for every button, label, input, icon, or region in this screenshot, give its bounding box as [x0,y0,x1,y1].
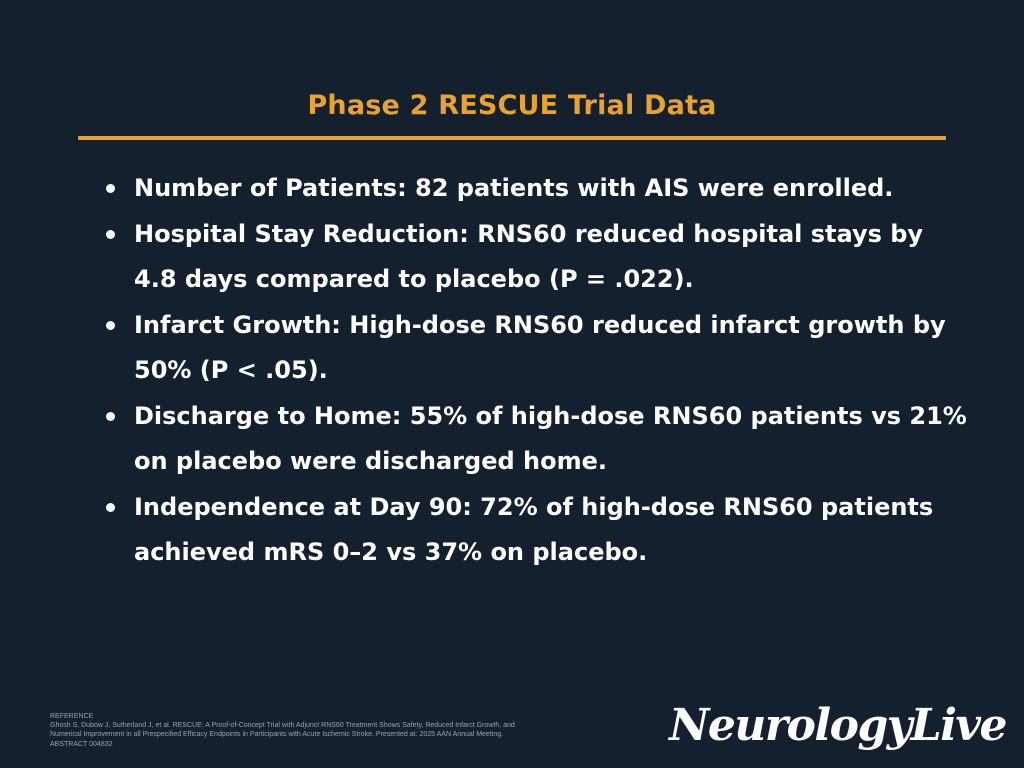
reference-citation-line: Numerical Improvement in all Prespecified Efficacy Endpoints in Participants with Acute Ischemic Stroke. Presented at: 2025 AAN Annual Meeting. [50,731,504,739]
bullet-icon [106,184,115,193]
reference-abstract-number: ABSTRACT 004832 [50,740,113,748]
bullet-icon [106,321,115,330]
bullet-icon [106,412,115,421]
bullet-list [98,166,968,576]
list-item [98,485,968,576]
list-item [98,394,968,485]
reference-note [50,712,570,749]
bullet-icon [106,230,115,239]
neurologylive-logo: NeurologyLive [669,700,1006,751]
bullet-text: Independence at Day 90: 72% of high-dose RNS60 patients achieved mRS 0–2 vs 37% on placebo. [134,492,934,566]
bullet-icon [106,503,115,512]
list-item [98,166,968,212]
reference-citation-line: Ghosh S, Dubow J, Sutherland J, et al. RESCUE: A Proof-of-Concept Trial with Adjunct RNS60 Treatment Shows Safety, Reduced Infarct Growth, and [50,722,515,730]
slide-title: Phase 2 RESCUE Trial Data [307,90,717,121]
title-underline [78,136,946,140]
bullet-text: Number of Patients: 82 patients with AIS were enrolled. [134,174,894,202]
reference-heading: REFERENCE [50,713,94,720]
list-item [98,212,968,303]
bullet-text: Discharge to Home: 55% of high-dose RNS60 patients vs 21% on placebo were discharged home. [134,401,967,475]
bullet-text: Infarct Growth: High-dose RNS60 reduced infarct growth by 50% (P < .05). [134,310,946,384]
bullet-text: Hospital Stay Reduction: RNS60 reduced hospital stays by 4.8 days compared to placebo (P = .022). [134,219,924,293]
list-item [98,303,968,394]
